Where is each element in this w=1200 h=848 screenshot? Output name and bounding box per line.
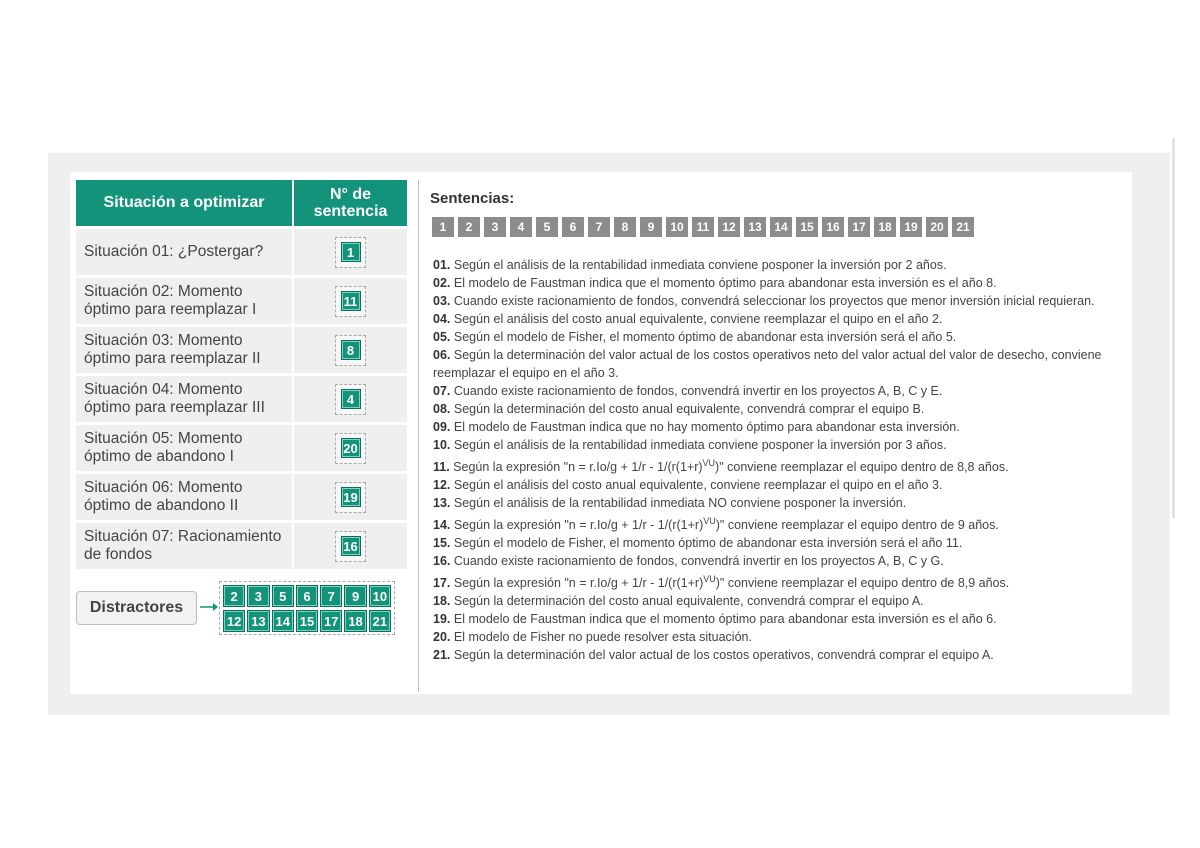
situation-label: Situación 03: Momento óptimo para reemplazar II (76, 327, 292, 373)
sentence-number-chip[interactable]: 2 (458, 217, 480, 237)
answer-cell (294, 474, 407, 520)
situation-label: Situación 07: Racionamiento de fondos (76, 523, 292, 569)
sentence-text-end: )" conviene reemplazar el equipo dentro de 8,9 años. (715, 576, 1010, 591)
answer-cell (294, 278, 407, 324)
sentence-number-chip[interactable]: 11 (692, 217, 714, 237)
sentence-text: Según la determinación del costo anual equivalente, convendrá comprar el equipo A. (453, 594, 924, 609)
sentence-number: 08. (433, 402, 451, 416)
distractors-box (219, 581, 395, 635)
table-row (76, 425, 407, 471)
sentence-item (433, 646, 1123, 664)
sentence-number-bar (432, 217, 974, 237)
sentence-number: 11. (433, 460, 450, 475)
answer-cell (294, 376, 407, 422)
sentence-number-chip[interactable]: 6 (562, 217, 584, 237)
sentence-superscript: VU (703, 574, 716, 585)
sentence-number-chip[interactable]: 16 (822, 217, 844, 237)
distractor-chip[interactable]: 21 (369, 610, 391, 632)
answer-cell (294, 327, 407, 373)
arrow-right-icon (199, 600, 219, 614)
sentence-number: 09. (433, 420, 451, 434)
sentence-item (433, 592, 1123, 610)
answer-chip[interactable]: 4 (341, 389, 361, 409)
distractor-chip[interactable]: 17 (320, 610, 342, 632)
table-row (76, 376, 407, 422)
sentence-number-chip[interactable]: 15 (796, 217, 818, 237)
sentence-number: 13. (433, 496, 451, 511)
sentence-item (433, 274, 1123, 292)
sentence-text: Según el modelo de Fisher, el momento óptimo de abandonar esta inversión será el año 11. (453, 536, 963, 551)
sentence-number: 06. (433, 348, 451, 362)
answer-chip[interactable]: 1 (341, 242, 361, 262)
header-sentence-number: N° de sentencia (294, 180, 407, 226)
sentence-text: Según la expresión "n = r.Io/g + 1/r - 1/(r(1+r) (453, 460, 703, 475)
scroll-edge (1172, 138, 1175, 518)
sentence-number-chip[interactable]: 1 (432, 217, 454, 237)
situation-label: Situación 02: Momento óptimo para reemplazar I (76, 278, 292, 324)
sentence-text: Según el análisis de la rentabilidad inmediata NO conviene posponer la inversión. (453, 496, 907, 511)
sentence-number: 07. (433, 384, 451, 398)
sentence-number: 15. (433, 536, 451, 551)
sentence-text: Según la determinación del costo anual equivalente, convendrá comprar el equipo B. (453, 402, 925, 416)
sentence-text: Según la determinación del valor actual de los costos operativos neto del valor actual del valor de desecho, conviene reemplazar el equipo en el año 3. (433, 348, 1102, 380)
sentence-text: El modelo de Fisher no puede resolver esta situación. (453, 630, 752, 645)
answer-chip[interactable]: 16 (341, 536, 361, 556)
sentence-number-chip[interactable]: 9 (640, 217, 662, 237)
sentence-number-chip[interactable]: 8 (614, 217, 636, 237)
distractor-chip[interactable]: 7 (320, 585, 342, 607)
sentence-number: 16. (433, 554, 451, 569)
table-row (76, 474, 407, 520)
distractors-button[interactable]: Distractores (76, 591, 197, 625)
situation-label: Situación 06: Momento óptimo de abandono II (76, 474, 292, 520)
table-row (76, 327, 407, 373)
situation-label: Situación 04: Momento óptimo para reemplazar III (76, 376, 292, 422)
answer-cell (294, 229, 407, 275)
sentence-text-end: )" conviene reemplazar el equipo dentro de 8,8 años. (715, 460, 1009, 475)
answer-cell (294, 523, 407, 569)
sentence-text: Según el análisis de la rentabilidad inmediata conviene posponer la inversión por 3 años. (453, 438, 947, 452)
distractor-chip[interactable]: 10 (369, 585, 391, 607)
sentence-number-chip[interactable]: 21 (952, 217, 974, 237)
sentence-item (433, 346, 1123, 382)
sentence-item (433, 436, 1123, 454)
sentence-number-chip[interactable]: 12 (718, 217, 740, 237)
sentence-number-chip[interactable]: 17 (848, 217, 870, 237)
sentence-number-chip[interactable]: 4 (510, 217, 532, 237)
situations-table (76, 180, 407, 569)
drop-slot[interactable] (335, 482, 366, 513)
sentence-text: Según el modelo de Fisher, el momento óptimo de abandonar esta inversión será el año 5. (453, 330, 957, 344)
distractor-chip[interactable]: 14 (272, 610, 294, 632)
sentences-title: Sentencias: (430, 190, 515, 207)
sentence-item (433, 328, 1123, 346)
sentence-text: El modelo de Faustman indica que el momento óptimo para abandonar esta inversión es el año 8. (453, 276, 997, 290)
sentence-number-chip[interactable]: 19 (900, 217, 922, 237)
sentence-number-chip[interactable]: 10 (666, 217, 688, 237)
sentence-text: Según la expresión "n = r.Io/g + 1/r - 1/(r(1+r) (453, 518, 704, 533)
sentence-item (433, 570, 1123, 592)
sentence-text: El modelo de Faustman indica que no hay momento óptimo para abandonar esta inversión. (453, 420, 960, 434)
sentence-number: 02. (433, 276, 451, 290)
drop-slot[interactable] (335, 335, 366, 366)
sentence-item (433, 292, 1123, 310)
sentence-number: 17. (433, 576, 451, 591)
table-row (76, 523, 407, 569)
sentences-list (433, 256, 1123, 664)
sentence-number: 19. (433, 612, 451, 627)
sentence-number: 20. (433, 630, 451, 645)
sentence-number: 04. (433, 312, 451, 326)
sentence-text: Cuando existe racionamiento de fondos, convendrá seleccionar los proyectos que menor inversión inicial requieran. (453, 294, 1095, 308)
sentence-item (433, 382, 1123, 400)
sentence-item (433, 418, 1123, 436)
sentence-text: El modelo de Faustman indica que el momento óptimo para abandonar esta inversión es el año 6. (453, 612, 997, 627)
situation-label: Situación 05: Momento óptimo de abandono I (76, 425, 292, 471)
sentence-text: Según el análisis de la rentabilidad inmediata conviene posponer la inversión por 2 años. (453, 258, 947, 272)
sentence-number: 01. (433, 258, 451, 272)
sentence-text: Según el análisis del costo anual equivalente, conviene reemplazar el quipo en el año 3. (453, 478, 943, 493)
distractor-chip[interactable]: 5 (272, 585, 294, 607)
sentence-number-chip[interactable]: 7 (588, 217, 610, 237)
table-header (76, 180, 407, 226)
sentence-number: 12. (433, 478, 451, 493)
sentence-item (433, 610, 1123, 628)
distractor-chip[interactable]: 2 (223, 585, 245, 607)
answer-cell (294, 425, 407, 471)
sentence-number-chip[interactable]: 18 (874, 217, 896, 237)
distractor-chip[interactable]: 3 (247, 585, 269, 607)
panel-divider (418, 180, 419, 692)
answer-chip[interactable]: 11 (341, 291, 361, 311)
sentence-number-chip[interactable]: 5 (536, 217, 558, 237)
sentence-item (433, 476, 1123, 494)
sentence-item (433, 512, 1123, 534)
sentence-item (433, 628, 1123, 646)
sentence-number: 14. (433, 518, 451, 533)
sentence-number-chip[interactable]: 3 (484, 217, 506, 237)
sentence-text: Según el análisis del costo anual equivalente, conviene reemplazar el quipo en el año 2. (453, 312, 943, 326)
drop-slot[interactable] (335, 237, 366, 268)
sentence-item (433, 400, 1123, 418)
distractor-chip[interactable]: 15 (296, 610, 318, 632)
sentence-number-chip[interactable]: 14 (770, 217, 792, 237)
sentence-item (433, 310, 1123, 328)
sentence-text: Cuando existe racionamiento de fondos, convendrá invertir en los proyectos A, B, C y G. (453, 554, 944, 569)
sentence-item (433, 494, 1123, 512)
sentence-text: Según la determinación del valor actual de los costos operativos, convendrá comprar el equipo A. (453, 648, 994, 663)
answer-chip[interactable]: 19 (341, 487, 361, 507)
sentence-item (433, 454, 1123, 476)
sentence-text: Según la expresión "n = r.Io/g + 1/r - 1/(r(1+r) (453, 576, 704, 591)
sentence-text: Cuando existe racionamiento de fondos, convendrá invertir en los proyectos A, B, C y E. (453, 384, 943, 398)
sentence-superscript: VU (703, 516, 716, 527)
sentence-number-chip[interactable]: 20 (926, 217, 948, 237)
sentence-number: 05. (433, 330, 451, 344)
sentence-number-chip[interactable]: 13 (744, 217, 766, 237)
distractor-chip[interactable]: 12 (223, 610, 245, 632)
sentence-number: 21. (433, 648, 451, 663)
table-row (76, 229, 407, 275)
answer-chip[interactable]: 8 (341, 340, 361, 360)
table-row (76, 278, 407, 324)
drop-slot[interactable] (335, 531, 366, 562)
sentence-number: 18. (433, 594, 451, 609)
sentence-superscript: VU (702, 458, 716, 468)
distractor-chip[interactable]: 9 (344, 585, 366, 607)
sentence-item (433, 552, 1123, 570)
situation-label: Situación 01: ¿Postergar? (76, 229, 292, 275)
sentence-text-end: )" conviene reemplazar el equipo dentro de 9 años. (715, 518, 999, 533)
drop-slot[interactable] (335, 286, 366, 317)
distractor-chip[interactable]: 13 (247, 610, 269, 632)
sentence-item (433, 256, 1123, 274)
sentence-number: 03. (433, 294, 451, 308)
sentence-item (433, 534, 1123, 552)
drop-slot[interactable] (335, 433, 366, 464)
drop-slot[interactable] (335, 384, 366, 415)
distractor-chip[interactable]: 6 (296, 585, 318, 607)
answer-chip[interactable]: 20 (341, 438, 361, 458)
distractor-chip[interactable]: 18 (344, 610, 366, 632)
sentence-number: 10. (433, 438, 451, 452)
header-situation: Situación a optimizar (76, 180, 292, 226)
